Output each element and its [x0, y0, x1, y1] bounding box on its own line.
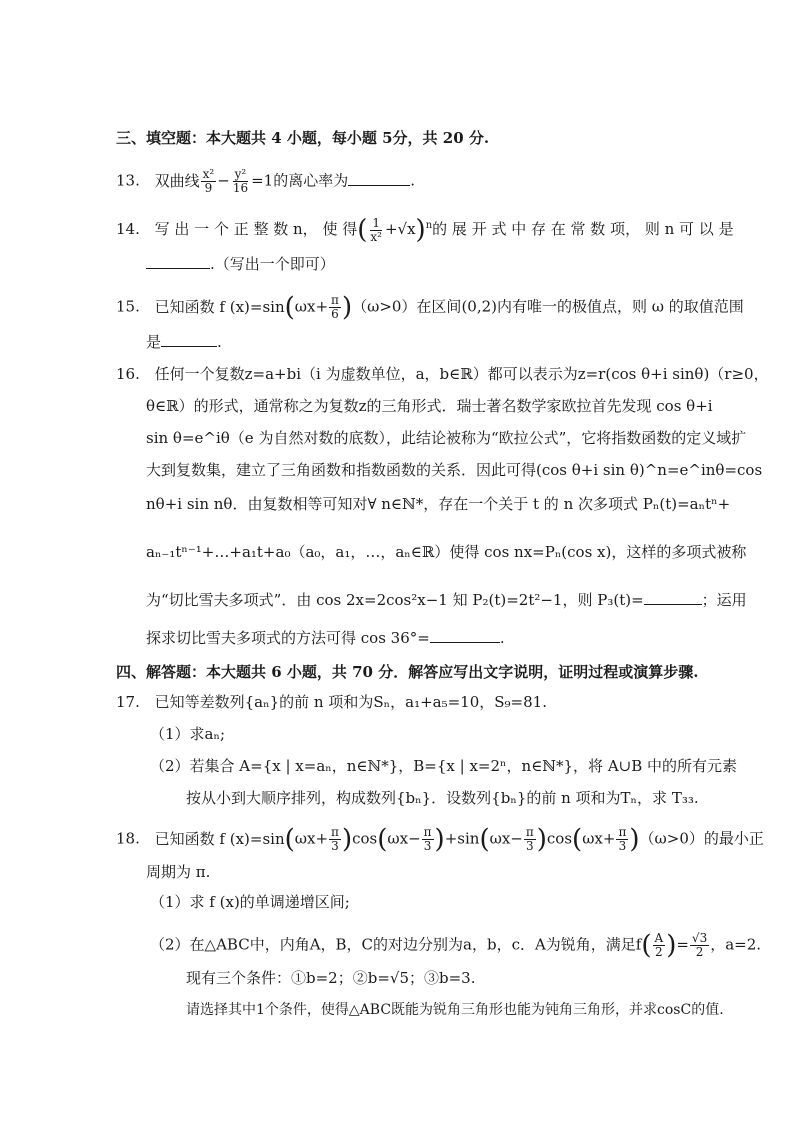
- question-16-line2: θ∈ℝ）的形式，通常称之为复数z的三角形式．瑞士著名数学家欧拉首先发现 cos θ+i: [146, 397, 713, 415]
- q14-power: n: [425, 220, 433, 231]
- q14-answer-blank[interactable]: [146, 254, 210, 269]
- q13-number: 13.: [116, 171, 140, 190]
- q17-part1: （1）求aₙ;: [150, 725, 226, 743]
- q18-part2: （2）在△ABC中，内角A，B，C的对边分别为a，b，c．A为锐角，满足f( $\frac{A}{2}$ )= $\frac{√3}{2}$ ，a=2.: [150, 930, 762, 961]
- section3-heading: 三、填空题：本大题共 4 小题，每小题 5分，共 20 分.: [116, 129, 490, 147]
- q18-post: （ω>0）的最小正: [639, 829, 764, 848]
- q15-number: 15.: [116, 297, 140, 316]
- question-16-line4: 大到复数集，建立了三角函数和指数函数的关系．因此可得(cos θ+i sin θ)^n=e^inθ=cos: [146, 461, 763, 479]
- question-16-line7: [146, 590, 747, 610]
- q15-line2-pre: 是: [146, 333, 162, 351]
- q14-number: 14.: [116, 220, 140, 238]
- question-18: 18. 已知函数 f (x)=sin(ωx+ $\frac{\pi}{3}$ )cos(ωx− $\frac{\pi}{3}$ )+sin(ωx− $\frac{\pi}{3}$ )cos(ωx+ $\frac{\pi}{3}$ )（ω>0）的最小正: [116, 824, 764, 855]
- q15-line2-end: .: [217, 333, 222, 351]
- q13-post: =1的离心率为: [251, 171, 349, 190]
- q18-pre: 已知函数 f (x)=sin: [154, 829, 285, 848]
- q13-frac-y: $\frac{\text{y²}}{16}$: [232, 167, 249, 195]
- question-15: 15. 已知函数 f (x)=sin(ωx+ $\frac{\pi}{6}$ )（ω>0）在区间(0,2)内有唯一的极值点，则 ω 的取值范围: [116, 292, 744, 323]
- q15-arg: ωx+: [294, 297, 329, 316]
- q14-plus-sqrt: +√x: [384, 220, 416, 238]
- q14-pre: 写 出 一 个 正 整 数 n， 使 得: [154, 220, 358, 238]
- question-16-line3: sin θ=e^iθ（e 为自然对数的底数），此结论被称为“欧拉公式”，它将指数函数的定义域扩: [146, 429, 747, 447]
- q13-pre: 双曲线: [154, 171, 200, 190]
- q16-answer-blank-2[interactable]: [430, 628, 500, 643]
- q17-part2-line1: （2）若集合 A={x | x=aₙ，n∈ℕ*}，B={x | x=2ⁿ，n∈ℕ*}，将 A∪B 中的所有元素: [150, 757, 738, 775]
- q17-part2-line2: 按从小到大顺序排列，构成数列{bₙ}．设数列{bₙ}的前 n 项和为Tₙ，求 T₃₃.: [186, 789, 699, 807]
- q15-frac: $\frac{\pi}{6}$: [331, 293, 339, 321]
- question-16-line1: [116, 364, 769, 384]
- q13-end: .: [410, 171, 415, 190]
- question-16-line6: aₙ₋₁tⁿ⁻¹+…+a₁t+a₀（a₀，a₁，…，aₙ∈ℝ）使得 cos nx=Pₙ(cos x)，这样的多项式被称: [146, 543, 747, 561]
- q17-number: 17.: [116, 693, 140, 711]
- q14-post: 的 展 开 式 中 存 在 常 数 项， 则 n 可 以 是: [432, 220, 734, 238]
- question-14-line2: [146, 254, 335, 274]
- q13-minus: −: [217, 171, 230, 190]
- q16-line7-post: ；运用: [701, 591, 747, 609]
- q16-line8-pre: 探求切比雪夫多项式的方法可得 cos 36°=: [146, 629, 430, 647]
- q18-part1: （1）求 f (x)的单调递增区间;: [150, 893, 350, 911]
- q13-frac-x: $\frac{\text{x²}}{9}$: [202, 167, 215, 195]
- q16-text-1: 任何一个复数z=a+bi（i 为虚数单位，a，b∈ℝ）都可以表示为z=r(cos θ+i sinθ)（r≥0，: [154, 365, 769, 383]
- question-17: [116, 692, 547, 712]
- question-13: [116, 168, 415, 195]
- q14-line2: .（写出一个即可）: [210, 255, 335, 273]
- q16-answer-blank-1[interactable]: [644, 590, 702, 605]
- question-14: 14. 写 出 一 个 正 整 数 n， 使 得( $\frac{1}{\text{x²}}$ +√x)$^n$的 展 开 式 中 存 在 常 数 项， 则 n 可 以 是: [116, 215, 734, 245]
- q14-frac: $\frac{1}{\text{x²}}$: [370, 215, 382, 244]
- q15-answer-blank[interactable]: [161, 332, 217, 347]
- q18-part2-post: ，a=2.: [710, 935, 762, 954]
- q18-conditions: 现有三个条件：①b=2；②b=√5；③b=3.: [186, 969, 476, 987]
- section4-heading: 四、解答题：本大题共 6 小题，共 70 分．解答应写出文字说明，证明过程或演算步骤.: [116, 663, 699, 681]
- q18-stem-line2: 周期为 π.: [146, 863, 211, 881]
- q18-instruction: 请选择其中1个条件，使得△ABC既能为锐角三角形也能为钝角三角形，并求cosC的值.: [186, 1002, 724, 1018]
- q16-line8-end: .: [499, 629, 505, 647]
- q18-part2-pre: （2）在△ABC中，内角A，B，C的对边分别为a，b，c．A为锐角，满足f: [150, 935, 642, 954]
- q16-number: 16.: [116, 365, 140, 383]
- q18-number: 18.: [116, 829, 140, 848]
- q16-line7-pre: 为“切比雪夫多项式”．由 cos 2x=2cos²x−1 知 P₂(t)=2t²−1，则 P₃(t)=: [146, 591, 644, 609]
- q15-pre: 已知函数 f (x)=sin: [154, 297, 285, 316]
- q13-answer-blank[interactable]: [348, 171, 410, 186]
- question-16-line5: nθ+i sin nθ．由复数相等可知对∀ n∈ℕ*，存在一个关于 t 的 n 次多项式 Pₙ(t)=aₙtⁿ+: [146, 495, 731, 513]
- q15-post: （ω>0）在区间(0,2)内有唯一的极值点，则 ω 的取值范围: [352, 297, 744, 316]
- q17-stem: 已知等差数列{aₙ}的前 n 项和为Sₙ，a₁+a₅=10，S₉=81.: [154, 693, 547, 711]
- question-16-line8: [146, 628, 505, 648]
- question-15-line2: [146, 332, 222, 352]
